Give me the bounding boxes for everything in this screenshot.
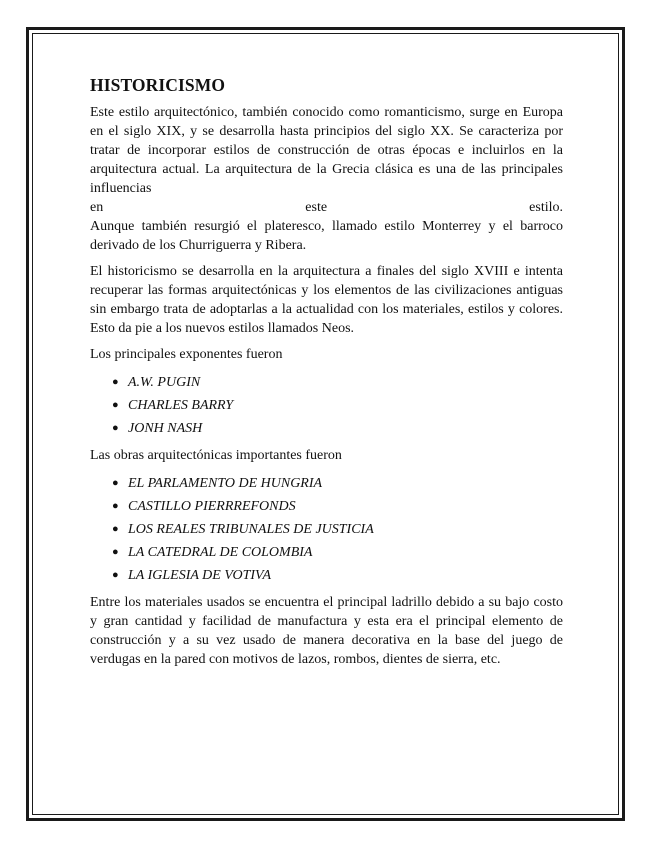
document-title: HISTORICISMO: [90, 75, 226, 95]
bullet-icon: ●: [112, 500, 119, 512]
exponents-intro: Los principales exponentes fueron: [90, 347, 283, 362]
list-item: ● CHARLES BARRY: [128, 394, 563, 417]
paragraph-intro: [90, 103, 563, 255]
paragraph-intro-justified-line: en este estilo.: [90, 200, 563, 215]
exponents-list: [90, 371, 563, 440]
bullet-icon: ●: [112, 399, 119, 411]
list-item: ● CASTILLO PIERRREFONDS: [128, 495, 563, 518]
bullet-icon: ●: [112, 422, 119, 434]
list-item: ● LOS REALES TRIBUNALES DE JUSTICIA: [128, 518, 563, 541]
paragraph-intro-main: Este estilo arquitectónico, también conocido como romanticismo, surge en Europa en el siglo XIX, y se desarrolla hasta principios del siglo XX. Se caracteriza por tratar de incorporar estilos de construcción de otras épocas e incluirlos en la arquitectura actual. La arquitectura de la Grecia clásica es una de las principales influencias: [90, 105, 563, 196]
list-item: ● A.W. PUGIN: [128, 371, 563, 394]
bullet-icon: ●: [112, 477, 119, 489]
document-body: [90, 74, 563, 676]
paragraph-historicism: El historicismo se desarrolla en la arquitectura a finales del siglo XVIII e intenta recuperar las formas arquitectónicas y los elementos de las civilizaciones antiguas sin embargo trata de adoptarlas a la actualidad con los materiales, estilos y colores. Esto da pie a los nuevos estilos llamados Neos.: [90, 264, 563, 336]
bullet-icon: ●: [112, 523, 119, 535]
bullet-icon: ●: [112, 376, 119, 388]
works-list: [90, 472, 563, 587]
paragraph-intro-tail: Aunque también resurgió el plateresco, llamado estilo Monterrey y el barroco derivado de los Churriguerra y Ribera.: [90, 219, 563, 253]
list-item: ● JONH NASH: [128, 417, 563, 440]
paragraph-materials: Entre los materiales usados se encuentra el principal ladrillo debido a su bajo costo y gran cantidad y facilidad de manufactura y esta era el principal elemento de construcción y a su vez usado de manera decorativa en la base del juego de verdugas en la pared con motivos de lazos, rombos, dientes de sierra, etc.: [90, 595, 563, 667]
bullet-icon: ●: [112, 569, 119, 581]
list-item: ● LA IGLESIA DE VOTIVA: [128, 564, 563, 587]
bullet-icon: ●: [112, 546, 119, 558]
works-intro: Las obras arquitectónicas importantes fueron: [90, 448, 342, 463]
list-item: ● EL PARLAMENTO DE HUNGRIA: [128, 472, 563, 495]
list-item: ● LA CATEDRAL DE COLOMBIA: [128, 541, 563, 564]
